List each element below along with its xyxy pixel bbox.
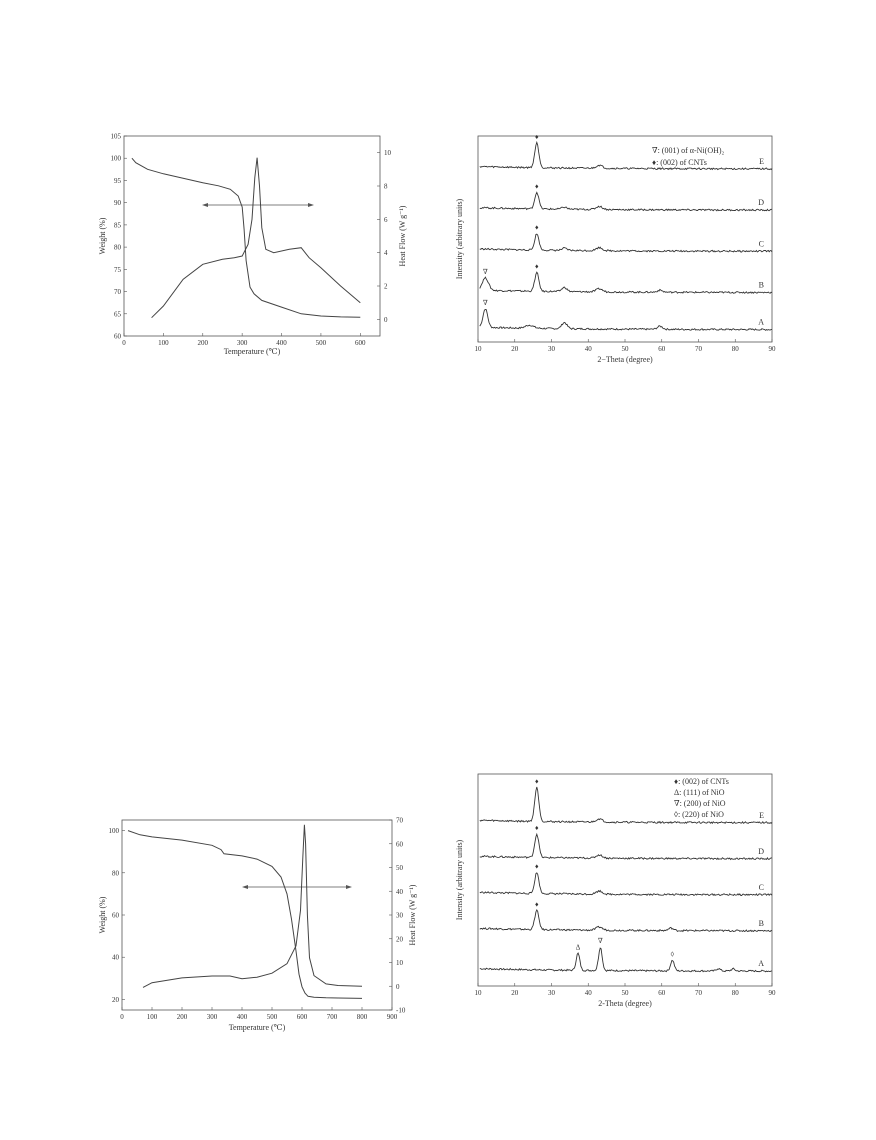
x-tick-label: 400: [236, 1013, 248, 1021]
y-right-tick-label: 10: [396, 959, 403, 967]
x-tick-label: 20: [511, 989, 519, 997]
y-left-tick-label: 80: [114, 243, 121, 252]
y-right-tick-label: 10: [384, 149, 391, 158]
y-left-tick-label: 75: [114, 265, 121, 274]
y-left-tick-label: 85: [114, 221, 121, 230]
legend-entry-cnts: ♦: (002) of CNTs: [652, 158, 707, 167]
xrd-chart-1-svg: [452, 128, 784, 372]
x-tick-label: 30: [548, 345, 555, 353]
plot-frame: [478, 136, 772, 342]
plot-frame: [124, 136, 380, 336]
x-tick-label: 600: [355, 339, 366, 347]
xrd-curve: [480, 310, 772, 331]
xrd-curve: [480, 272, 772, 293]
curve-label: D: [758, 198, 764, 208]
x-tick-label: 600: [296, 1013, 308, 1021]
curve-label: E: [759, 810, 764, 820]
peak-marker: ∇: [482, 298, 488, 307]
curve-label: A: [758, 317, 764, 327]
xrd-curve: [480, 787, 772, 823]
y-right-tick-label: 0: [396, 982, 400, 991]
y-axis-right-label: Heat Flow (W g⁻¹): [408, 884, 417, 946]
peak-marker: ♦: [535, 223, 539, 232]
x-tick-label: 300: [236, 339, 248, 347]
x-tick-label: 30: [548, 989, 555, 997]
heat-flow-curve: [152, 158, 361, 318]
weight-curve: [128, 831, 362, 999]
curve-label: B: [758, 918, 764, 928]
xrd-curve: [480, 234, 772, 252]
x-tick-label: 10: [474, 345, 482, 353]
x-tick-label: 90: [768, 989, 776, 997]
x-tick-label: 80: [731, 989, 739, 997]
y-left-tick-label: 90: [114, 199, 121, 208]
x-tick-label: 70: [695, 989, 702, 997]
x-tick-label: 200: [197, 339, 209, 347]
y-left-tick-label: 40: [112, 953, 119, 962]
curve-label: C: [758, 239, 764, 249]
y-left-tick-label: 65: [114, 310, 121, 319]
y-right-tick-label: 6: [384, 215, 388, 224]
y-right-tick-label: 2: [384, 282, 388, 291]
legend-entry-cnts: ♦: (002) of CNTs: [674, 777, 729, 786]
x-tick-label: 400: [276, 339, 287, 347]
curve-label: E: [759, 156, 764, 166]
xrd-chart-2: [452, 766, 784, 1018]
xrd-curve: [480, 873, 772, 896]
peak-marker: Δ: [575, 943, 581, 952]
x-axis-label: 2-Theta (degree): [598, 999, 652, 1008]
y-left-tick-label: 80: [112, 869, 119, 878]
legend-entry-nio-220: ◊: (220) of NiO: [674, 810, 724, 819]
y-right-tick-label: 20: [396, 935, 403, 944]
x-tick-label: 200: [176, 1013, 188, 1021]
curve-label: A: [758, 959, 764, 969]
arrow-head-left: [202, 203, 208, 207]
y-right-tick-label: 0: [384, 315, 388, 324]
y-axis-left-label: Weight (%): [98, 217, 107, 255]
y-left-tick-label: 100: [108, 827, 119, 836]
x-tick-label: 900: [386, 1013, 398, 1021]
peak-marker: ♦: [535, 182, 539, 191]
y-right-tick-label: 8: [384, 182, 388, 191]
xrd-chart-2-svg: [452, 766, 784, 1018]
y-left-tick-label: 20: [112, 995, 119, 1004]
y-right-tick-label: 40: [396, 887, 403, 896]
xrd-curve: [480, 834, 772, 859]
tga-chart-1: [96, 128, 416, 370]
x-tick-label: 50: [621, 345, 629, 353]
x-tick-label: 40: [584, 989, 592, 997]
legend-entry-alpha-nioh2: ∇: (001) of α-Ni(OH)₂: [652, 146, 725, 155]
x-tick-label: 500: [266, 1013, 278, 1021]
peak-marker: ♦: [535, 132, 539, 141]
y-left-tick-label: 95: [114, 176, 121, 185]
legend-entry-nio-111: Δ: (111) of NiO: [674, 788, 725, 797]
x-axis-label: Temperature (℃): [228, 1023, 286, 1032]
arrow-head-right: [308, 203, 314, 207]
curve-label: B: [758, 280, 764, 290]
x-tick-label: 100: [146, 1013, 158, 1021]
x-tick-label: 60: [658, 989, 666, 997]
peak-marker: ♦: [535, 777, 539, 786]
peak-marker: ♦: [535, 262, 539, 271]
y-axis-right-label: Heat Flow (W g⁻¹): [398, 205, 407, 267]
tga-chart-2-svg: [96, 812, 416, 1038]
x-tick-label: 100: [158, 339, 169, 347]
y-axis-label: Intensity (arbitrary units): [455, 839, 464, 921]
x-tick-label: 60: [658, 345, 666, 353]
heat-flow-curve: [143, 825, 362, 988]
x-tick-label: 800: [356, 1013, 368, 1021]
y-right-tick-label: 50: [396, 864, 403, 872]
x-tick-label: 70: [695, 345, 702, 353]
y-left-tick-label: 100: [110, 154, 121, 163]
y-right-tick-label: 4: [384, 249, 388, 258]
peak-marker: ♦: [535, 900, 539, 909]
plot-frame: [478, 774, 772, 986]
peak-marker: ∇: [482, 267, 488, 276]
tga-chart-2: [96, 812, 416, 1038]
y-left-tick-label: 60: [114, 332, 121, 341]
x-axis-label: Temperature (℃): [223, 347, 281, 356]
y-right-tick-label: 30: [396, 911, 403, 920]
y-left-tick-label: 70: [114, 288, 121, 297]
x-tick-label: 20: [511, 345, 519, 353]
x-tick-label: 10: [474, 989, 482, 997]
y-right-tick-label: -10: [396, 1006, 406, 1015]
xrd-curve: [480, 948, 772, 972]
xrd-curve: [480, 142, 772, 169]
arrow-head-left: [242, 885, 248, 889]
y-axis-label: Intensity (arbitrary units): [455, 198, 464, 280]
x-tick-label: 0: [120, 1013, 124, 1021]
x-tick-label: 0: [122, 339, 126, 347]
peak-marker: ∇: [597, 937, 603, 946]
x-tick-label: 50: [621, 989, 629, 997]
curve-label: C: [758, 882, 764, 892]
y-left-tick-label: 105: [110, 132, 121, 141]
x-axis-label: 2−Theta (degree): [597, 355, 653, 364]
x-tick-label: 500: [315, 339, 327, 347]
legend-entry-nio-200: ∇: (200) of NiO: [674, 799, 726, 808]
x-tick-label: 90: [768, 345, 776, 353]
x-tick-label: 700: [326, 1013, 338, 1021]
arrow-head-right: [346, 885, 352, 889]
peak-marker: ♦: [535, 862, 539, 871]
xrd-chart-1: [452, 128, 784, 372]
y-right-tick-label: 70: [396, 816, 403, 825]
y-axis-left-label: Weight (%): [98, 896, 107, 934]
peak-marker: ◊: [670, 950, 675, 959]
peak-marker: ♦: [535, 824, 539, 833]
curve-label: D: [758, 846, 764, 856]
y-right-tick-label: 60: [396, 840, 403, 849]
x-tick-label: 300: [206, 1013, 218, 1021]
x-tick-label: 80: [731, 345, 739, 353]
xrd-curve: [480, 192, 772, 210]
xrd-curve: [480, 910, 772, 932]
x-tick-label: 40: [584, 345, 592, 353]
y-left-tick-label: 60: [112, 911, 119, 920]
weight-curve: [132, 158, 360, 317]
tga-chart-1-svg: [96, 128, 416, 370]
